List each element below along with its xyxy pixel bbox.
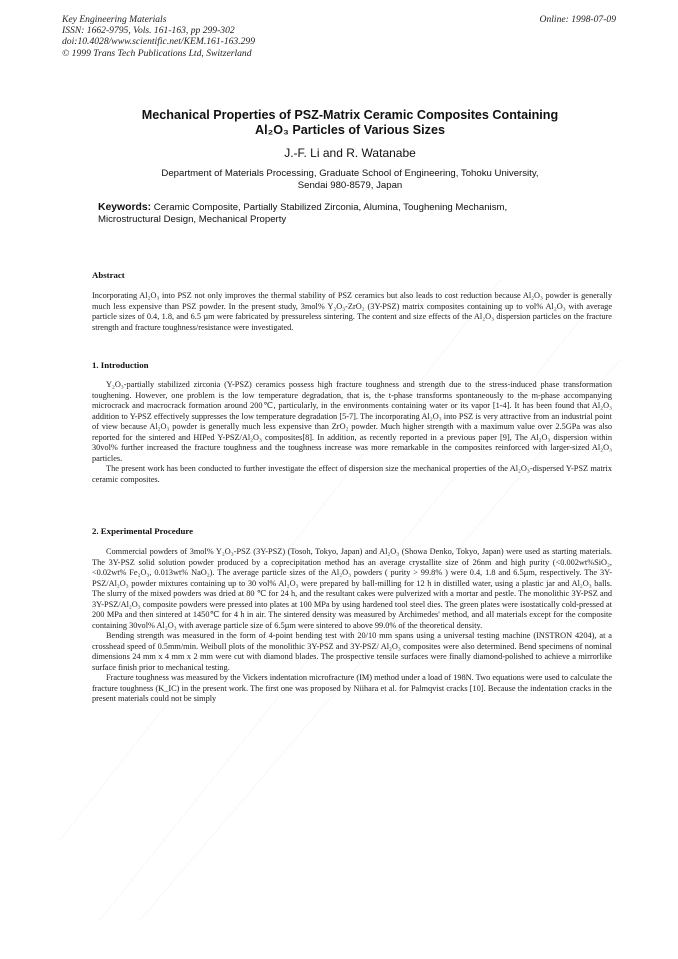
introduction-paragraph-1: Y₂O₃-partially stabilized zirconia (Y-PSZ) ceramics possess high fracture toughness and strength due to the stress-induced phase transformation toughening. However, one problem is the low temperature degradation, that is, the t-phase transforms spontaneously to the m-phase accompanying microcrack and macrocrack formation around 200℃, particularly, in the environments containing water or its vapor [1-4]. It has been found that Al₂O₃ addition to Y-PSZ effectively suppresses the low temperature degradation [5-7]. The incorporating Al₂O₃ into PSZ is very attractive from an industrial point of view because Al₂O₃ powder is generally much less expensive than ZrO₂ powder. Much higher strength with a maximum value over 2.5GPa was also reported for the sintered and HIPed Y-PSZ/Al₂O₃ composites[8]. In addition, as recently reported in a previous paper [9], The Al₂O₃ dispersion within 30vol% further increased the fracture toughness and the toughness increase was more remarkable in the composites reinforced with larger-sized Al₂O₃ particles. — [92, 380, 612, 463]
authors: J.-F. Li and R. Watanabe — [284, 146, 416, 160]
keywords-text: Ceramic Composite, Partially Stabilized Zirconia, Alumina, Toughening Mechanism, Microstructural Design, Mechanical Property — [98, 202, 508, 225]
affiliation-line-1: Department of Materials Processing, Graduate School of Engineering, Tohoku University, — [161, 168, 539, 179]
issn-line: ISSN: 1662-9795, Vols. 161-163, pp 299-302 — [62, 25, 235, 37]
experimental-text — [92, 547, 612, 705]
keywords — [98, 202, 568, 226]
title-line-2: Al₂O₃ Particles of Various Sizes — [255, 122, 445, 137]
title-line-1: Mechanical Properties of PSZ-Matrix Ceramic Composites Containing — [141, 108, 559, 122]
introduction-text — [92, 380, 612, 485]
affiliation — [90, 168, 610, 192]
experimental-paragraph-2: Bending strength was measured in the form of 4-point bending test with 20/10 mm spans using a universal testing machine (INSTRON 4204), at a crosshead speed of 0.5mm/min. Weibull plots of the monolithic 3Y-PSZ and 3Y-PSZ/ Al₂O₃ composites were also determined. Bend specimens of nominal dimensions 24 mm x 4 mm x 2 mm were cut with diamond blades. The prospective tensile surfaces were finally diamond-polished to achieve a mirrorlike surface finish prior to mechanical testing. — [92, 631, 612, 672]
experimental-heading: 2. Experimental Procedure — [92, 526, 194, 536]
journal-name: Key Engineering Materials — [62, 14, 167, 25]
copyright-line: © 1999 Trans Tech Publications Ltd, Switzerland — [62, 47, 252, 59]
experimental-paragraph-3: Fracture toughness was measured by the Vickers indentation microfracture (IM) method under a load of 198N. Two equations were used to calculate the fracture toughness (K_IC) in the present work. The first one was proposed by Niihara et al. for Palmqvist cracks [10]. Because the indentation cracks in the present materials could not be simply — [92, 673, 612, 703]
affiliation-line-2: Sendai 980-8579, Japan — [297, 180, 403, 191]
abstract-text — [92, 291, 612, 333]
experimental-paragraph-1: Commercial powders of 3mol% Y₂O₃-PSZ (3Y-PSZ) (Tosoh, Tokyo, Japan) and Al₂O₃ (Showa Denko, Tokyo, Japan) were used as starting materials. The 3Y-PSZ solid solution powder produced by a coprecipitation method has an average crystallite size of 26nm and high purity (<0.002wt%SiO₂, <0.02wt% Fe₂O₃, 0.013wt% NaO₂). The average particle sizes of the Al₂O₃ powders ( purity > 99.8% ) were 0.4, 1.8 and 6.5µm, respectively. The 3Y-PSZ/Al₂O₃ powder mixtures containing up to 30 vol% Al₂O₃ were prepared by ball-milling for 12 h in distilled water, using a plastic jar and Al₂O₃ balls. The slurry of the mixed powders was dried at 80 ℃ for 24 h, and the resultant cakes were pulverized with a mortar and pestle. The monolithic 3Y-PSZ and 3Y-PSZ/Al₂O₃ composite powders were pressed into plates at 100 MPa by using hardened tool steel dies. The green plates were isostatically cold-pressed at 200 MPa and then sintered at 1450℃ for 4 h in air. The sintered density was measured by Archimedes' method, and all materials except for the composite containing 30vol% Al₂O₃ with average particle size of 6.5µm were sintered to above 99.0% of the theoretical density. — [92, 547, 612, 630]
keywords-label: Keywords: — [98, 202, 152, 213]
introduction-heading: 1. Introduction — [92, 360, 149, 370]
abstract-paragraph: Incorporating Al₂O₃ into PSZ not only improves the thermal stability of PSZ ceramics but also leads to cost reduction because Al₂O₃ powder is generally much less expensive than PSZ powder. In the present study, 3mol% Y₂O₃-ZrO₂ (3Y-PSZ) matrix composites containing up to vol% Al₂O₃ with average particle sizes of 0.4, 1.8, and 6.5 µm were fabricated by pressureless sintering. The content and size effects of the Al₂O₃ dispersion particles on the fracture strength and fracture toughness/resistance were investigated. — [92, 291, 612, 332]
journal-header — [62, 14, 255, 59]
paper-title — [80, 108, 620, 137]
doi-line: doi:10.4028/www.scientific.net/KEM.161-163.299 — [62, 36, 256, 48]
introduction-paragraph-2: The present work has been conducted to further investigate the effect of dispersion size the mechanical properties of the Al₂O₃-dispersed Y-PSZ matrix ceramic composites. — [92, 464, 612, 484]
online-date: Online: 1998-07-09 — [539, 14, 616, 25]
abstract-heading: Abstract — [92, 270, 125, 280]
